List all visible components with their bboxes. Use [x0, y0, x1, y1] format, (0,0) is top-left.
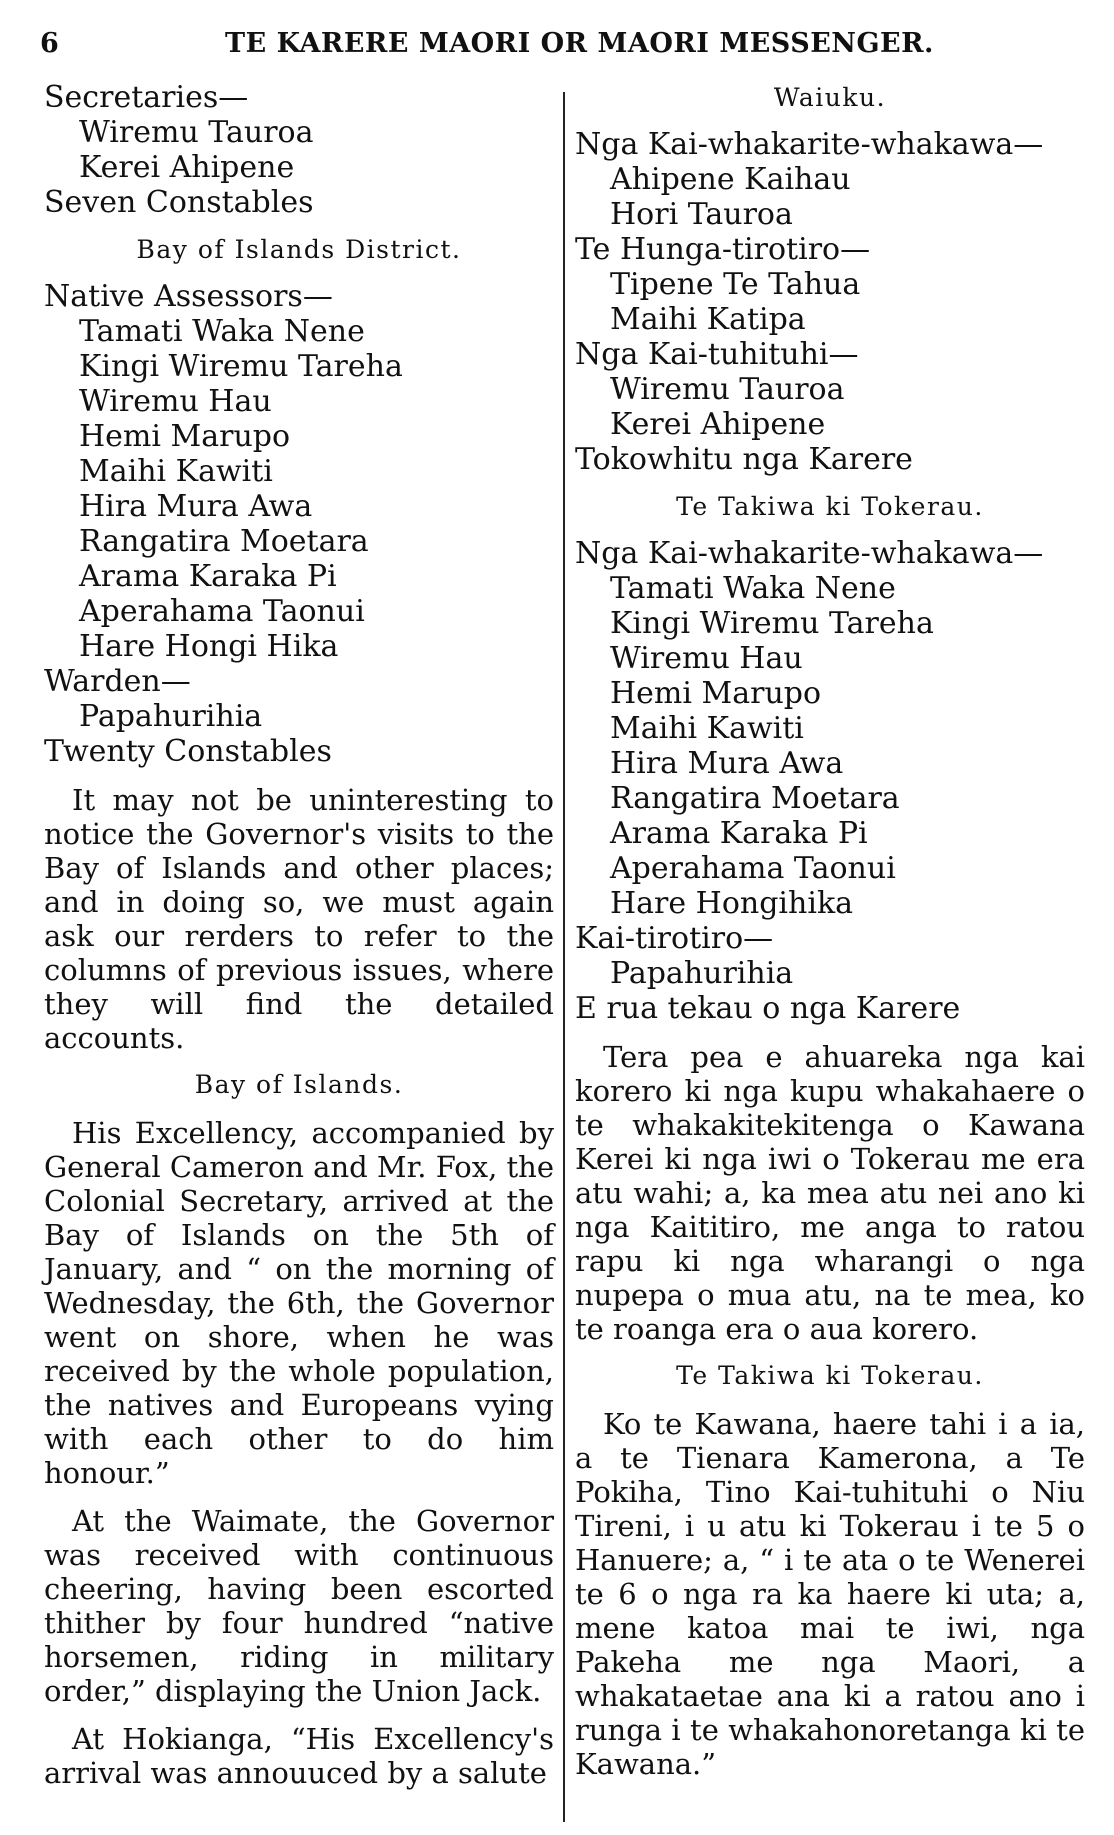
list-item: Tamati Waka Nene	[610, 571, 896, 606]
list-item: Hemi Marupo	[610, 676, 822, 711]
list-item: Maihi Katipa	[610, 302, 806, 337]
list-item: Hira Mura Awa	[610, 746, 844, 781]
list-item: Papahurihia	[79, 699, 263, 734]
paragraph: Ko te Kawana, haere tahi i a ia, a te Tienara Kamerona, a Te Pokiha, Tino Kai-tuhituhi o Niu Tireni, i u atu ki Tokerau i te 5 o Hanuere; a, “ i te ata o te Wenerei te 6 o nga ra ka haere ki uta; a, mene katoa mai te iwi, nga Pakeha me nga Maori, a whakataetae ana ki a ratou ano i runga i te whakahonoretanga ki te Kawana.”	[575, 1407, 1085, 1781]
tokerau-heading: Te Takiwa ki Tokerau.	[676, 492, 984, 521]
list-item: Hare Hongi Hika	[79, 629, 339, 664]
list-item: Kingi Wiremu Tareha	[79, 349, 403, 384]
list-item: Wiremu Tauroa	[79, 115, 314, 150]
list-item: Kerei Ahipene	[79, 150, 295, 185]
judges-label: Nga Kai-whakarite-whakawa—	[575, 127, 1044, 162]
hunga-label: Te Hunga-tirotiro—	[575, 232, 871, 267]
list-item: Maihi Kawiti	[79, 454, 273, 489]
list-item: Wiremu Hau	[79, 384, 272, 419]
list-item: Wiremu Hau	[610, 641, 803, 676]
paragraph: At Hokianga, “His Excellency's arrival was annouuced by a salute	[44, 1722, 554, 1790]
list-item: Tamati Waka Nene	[79, 314, 365, 349]
tirotiro-label: Kai-tirotiro—	[575, 921, 774, 956]
secretaries-label: Secretaries—	[44, 80, 249, 115]
list-item: Aperahama Taonui	[79, 594, 365, 629]
paragraph: Tera pea e ahuareka nga kai korero ki nga kupu whakahaere o te whakakitekitenga o Kawana Kerei ki nga iwi o Tokerau me era atu wahi; a, ka mea atu nei ano ki nga Kaititiro, me anga to ratou rapu ki nga wharangi o nga nupepa o mua atu, na te mea, ko te roanga era o aua korero.	[575, 1040, 1085, 1346]
column-divider	[563, 92, 565, 1822]
secretaries-label: Nga Kai-tuhituhi—	[575, 337, 859, 372]
paragraph: At the Waimate, the Governor was received with continuous cheering, having been escorted thither by four hundred “native horsemen, riding in military order,” displaying the Union Jack.	[44, 1504, 554, 1708]
list-item: Hemi Marupo	[79, 419, 291, 454]
assessors-label: Native Assessors—	[44, 279, 333, 314]
list-item: Kerei Ahipene	[610, 407, 826, 442]
page-number: 6	[40, 28, 59, 59]
page-header	[40, 28, 1080, 68]
paragraph: His Excellency, accompanied by General Cameron and Mr. Fox, the Colonial Secretary, arrived at the Bay of Islands on the 5th of January, and “ on the morning of Wednesday, the 6th, the Governor went on shore, when he was received by the whole population, the natives and Europeans vying with each other to do him honour.”	[44, 1116, 555, 1490]
rua-tekau: E rua tekau o nga Karere	[575, 991, 961, 1026]
paragraph: It may not be uninteresting to notice the Governor's visits to the Bay of Islands and other places; and in doing so, we must again ask our rerders to refer to the columns of previous issues, where they will find the detailed accounts.	[44, 783, 554, 1055]
judges-label: Nga Kai-whakarite-whakawa—	[575, 536, 1044, 571]
list-item: Hare Hongihika	[610, 886, 854, 921]
list-item: Maihi Kawiti	[610, 711, 804, 746]
list-item: Arama Karaka Pi	[79, 559, 337, 594]
list-item: Arama Karaka Pi	[610, 816, 868, 851]
tokerau-heading: Te Takiwa ki Tokerau.	[676, 1361, 984, 1390]
right-column	[575, 80, 1085, 1787]
list-item: Hori Tauroa	[610, 197, 793, 232]
bay-district-heading: Bay of Islands District.	[136, 235, 462, 264]
twenty-constables: Twenty Constables	[44, 734, 332, 769]
list-item: Ahipene Kaihau	[610, 162, 851, 197]
list-item: Tipene Te Tahua	[610, 267, 861, 302]
bay-heading: Bay of Islands.	[194, 1070, 404, 1099]
list-item: Wiremu Tauroa	[610, 372, 845, 407]
left-column	[44, 80, 554, 1796]
list-item: Hira Mura Awa	[79, 489, 313, 524]
list-item: Papahurihia	[610, 956, 794, 991]
list-item: Kingi Wiremu Tareha	[610, 606, 934, 641]
list-item: Aperahama Taonui	[610, 851, 896, 886]
seven-constables: Seven Constables	[44, 185, 314, 220]
tokowhitu: Tokowhitu nga Karere	[575, 442, 913, 477]
list-item: Rangatira Moetara	[79, 524, 369, 559]
warden-label: Warden—	[44, 664, 191, 699]
list-item: Rangatira Moetara	[610, 781, 900, 816]
running-title: TE KARERE MAORI OR MAORI MESSENGER.	[225, 28, 934, 59]
waiuku-heading: Waiuku.	[773, 83, 887, 112]
